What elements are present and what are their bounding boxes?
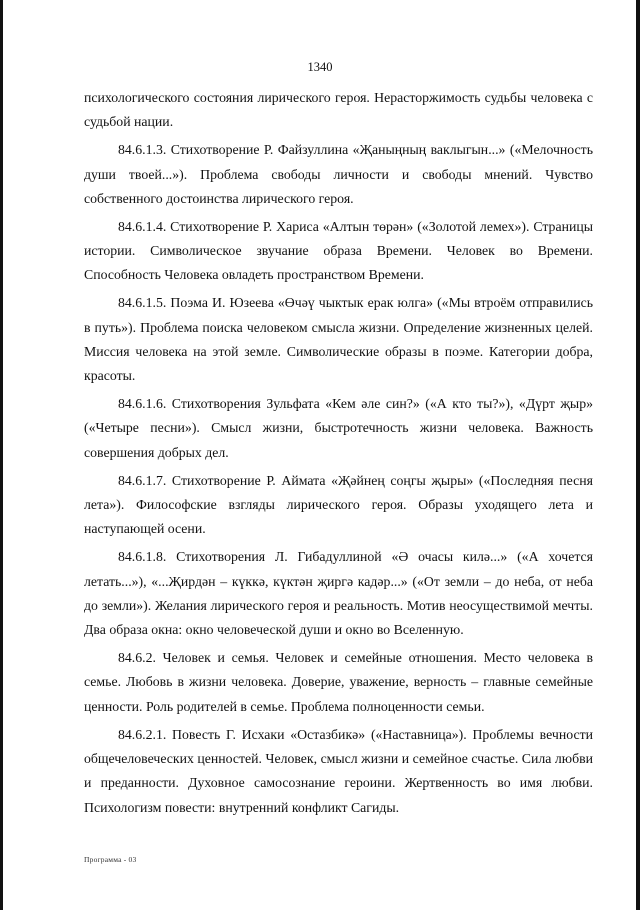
paragraph-84-6-1-4: 84.6.1.4. Стихотворение Р. Хариса «Алтын төрән» («Золотой лемех»). Страницы истории. Символическое звучание образа Времени. Человек во Времени. Способность Человека овладеть пространством Времени.	[84, 218, 593, 283]
paragraph-84-6-2-1: 84.6.2.1. Повесть Г. Исхаки «Остазбикә» («Наставница»). Проблемы вечности общечеловеческих ценностей. Человек, смысл жизни и семейное счастье. Сила любви и преданности. Духовное самосознание героини. Жертвенность во имя любви. Психологизм повести: внутренний конфликт Сагиды.	[84, 726, 593, 815]
paragraph-84-6-2: 84.6.2. Человек и семья. Человек и семейные отношения. Место человека в семье. Любовь в жизни человека. Доверие, уважение, верность – главные семейные ценности. Роль родителей в семье. Проблема полноценности семьи.	[84, 650, 593, 714]
scan-border-right	[636, 0, 640, 910]
page-footer: Программа - 03	[84, 855, 137, 864]
paragraph-84-6-1-7: 84.6.1.7. Стихотворение Р. Аймата «Җәйнең соңгы җыры» («Последняя песня лета»). Философские взгляды лирического героя. Образы уходящего лета и наступающей осени.	[84, 472, 593, 537]
paragraph-84-6-1-6: 84.6.1.6. Стихотворения Зульфата «Кем әле син?» («А кто ты?»), «Дүрт җыр» («Четыре песни»). Смысл жизни, быстротечность жизни человека. Важность совершения добрых дел.	[84, 396, 593, 460]
paragraph-84-6-1-8: 84.6.1.8. Стихотворения Л. Гибадуллиной «Ә очасы килә...» («А хочется летать...»), «...Җирдән – күккә, күктән җиргә кадәр...» («От земли – до неба, от неба до земли»). Желания лирического героя и реальность. Мотив неосуществимой мечты. Два образа окна: окно человеческой души и окно во Вселенную.	[84, 549, 593, 638]
paragraph-continuation: психологического состояния лирического героя. Нерасторжимость судьбы человека с судьбой нации.	[84, 90, 593, 130]
paragraph-84-6-1-5: 84.6.1.5. Поэма И. Юзеева «Өчәү чыктык ерак юлга» («Мы втроём отправились в путь»). Проблема поиска человеком смысла жизни. Определение жизненных целей. Миссия человека на этой земле. Символические образы в поэме. Категории добра, красоты.	[84, 295, 593, 384]
page-number: 1340	[307, 60, 333, 74]
scan-border-left	[0, 0, 3, 910]
body-text	[84, 86, 593, 823]
paragraph-84-6-1-3: 84.6.1.3. Стихотворение Р. Файзуллина «Җаныңның ваклыгын...» («Мелочность души твоей...»). Проблема свободы личности и свободы мнений. Чувство собственного достоинства лирического героя.	[84, 142, 593, 206]
